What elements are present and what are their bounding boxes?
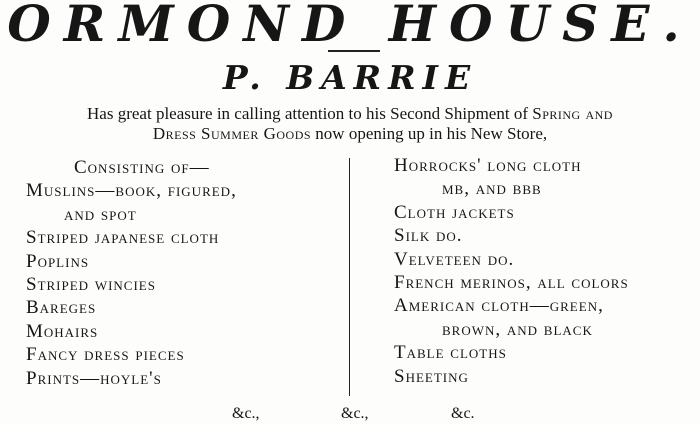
list-item: American cloth—green, xyxy=(394,295,604,317)
list-item: Table cloths xyxy=(394,342,507,364)
list-item: brown, and black xyxy=(442,318,593,340)
intro-line-2-smallcaps: Dress Summer Goods xyxy=(152,124,312,143)
etcetera-row xyxy=(0,404,700,424)
proprietor-name: P. BARRIE xyxy=(222,58,478,97)
intro-line-1-smallcaps: Spring and xyxy=(532,104,613,123)
intro-line-1-text: Has great pleasure in calling attention to his Second Shipment of xyxy=(87,104,533,123)
list-item: Cloth jackets xyxy=(394,201,515,223)
list-item: Fancy dress pieces xyxy=(26,344,185,366)
goods-list-left xyxy=(26,156,346,390)
title-rule xyxy=(328,50,380,52)
store-title: ORMOND HOUSE. xyxy=(7,0,693,53)
column-divider xyxy=(349,158,350,396)
list-item: Prints—hoyle's xyxy=(26,367,162,389)
list-item: Sheeting xyxy=(394,365,469,387)
list-item: and spot xyxy=(64,203,137,225)
list-item: Mohairs xyxy=(26,320,99,342)
list-item: mb, and bbb xyxy=(442,178,542,200)
etc-mark-3: &c. xyxy=(451,405,475,422)
list-item: Striped wincies xyxy=(26,274,156,296)
list-item: Poplins xyxy=(26,250,90,272)
list-item: Silk do. xyxy=(394,225,463,247)
intro-line-2-text: now opening up in his New Store, xyxy=(311,124,548,143)
list-item: Striped japanese cloth xyxy=(26,227,220,249)
etc-mark-1: &c., xyxy=(232,405,260,422)
list-heading: Consisting of— xyxy=(74,157,210,178)
list-item: Bareges xyxy=(26,297,97,319)
intro-line-2 xyxy=(0,124,700,144)
list-item: Muslins—book, figured, xyxy=(26,180,237,202)
list-item: Velveteen do. xyxy=(394,248,515,270)
intro-paragraph xyxy=(0,104,700,144)
list-item: Horrocks' long cloth xyxy=(394,155,582,176)
list-item: French merinos, all colors xyxy=(394,272,629,294)
intro-line-1 xyxy=(0,104,700,124)
etc-mark-2: &c., xyxy=(341,405,369,422)
goods-list-right xyxy=(394,154,700,388)
